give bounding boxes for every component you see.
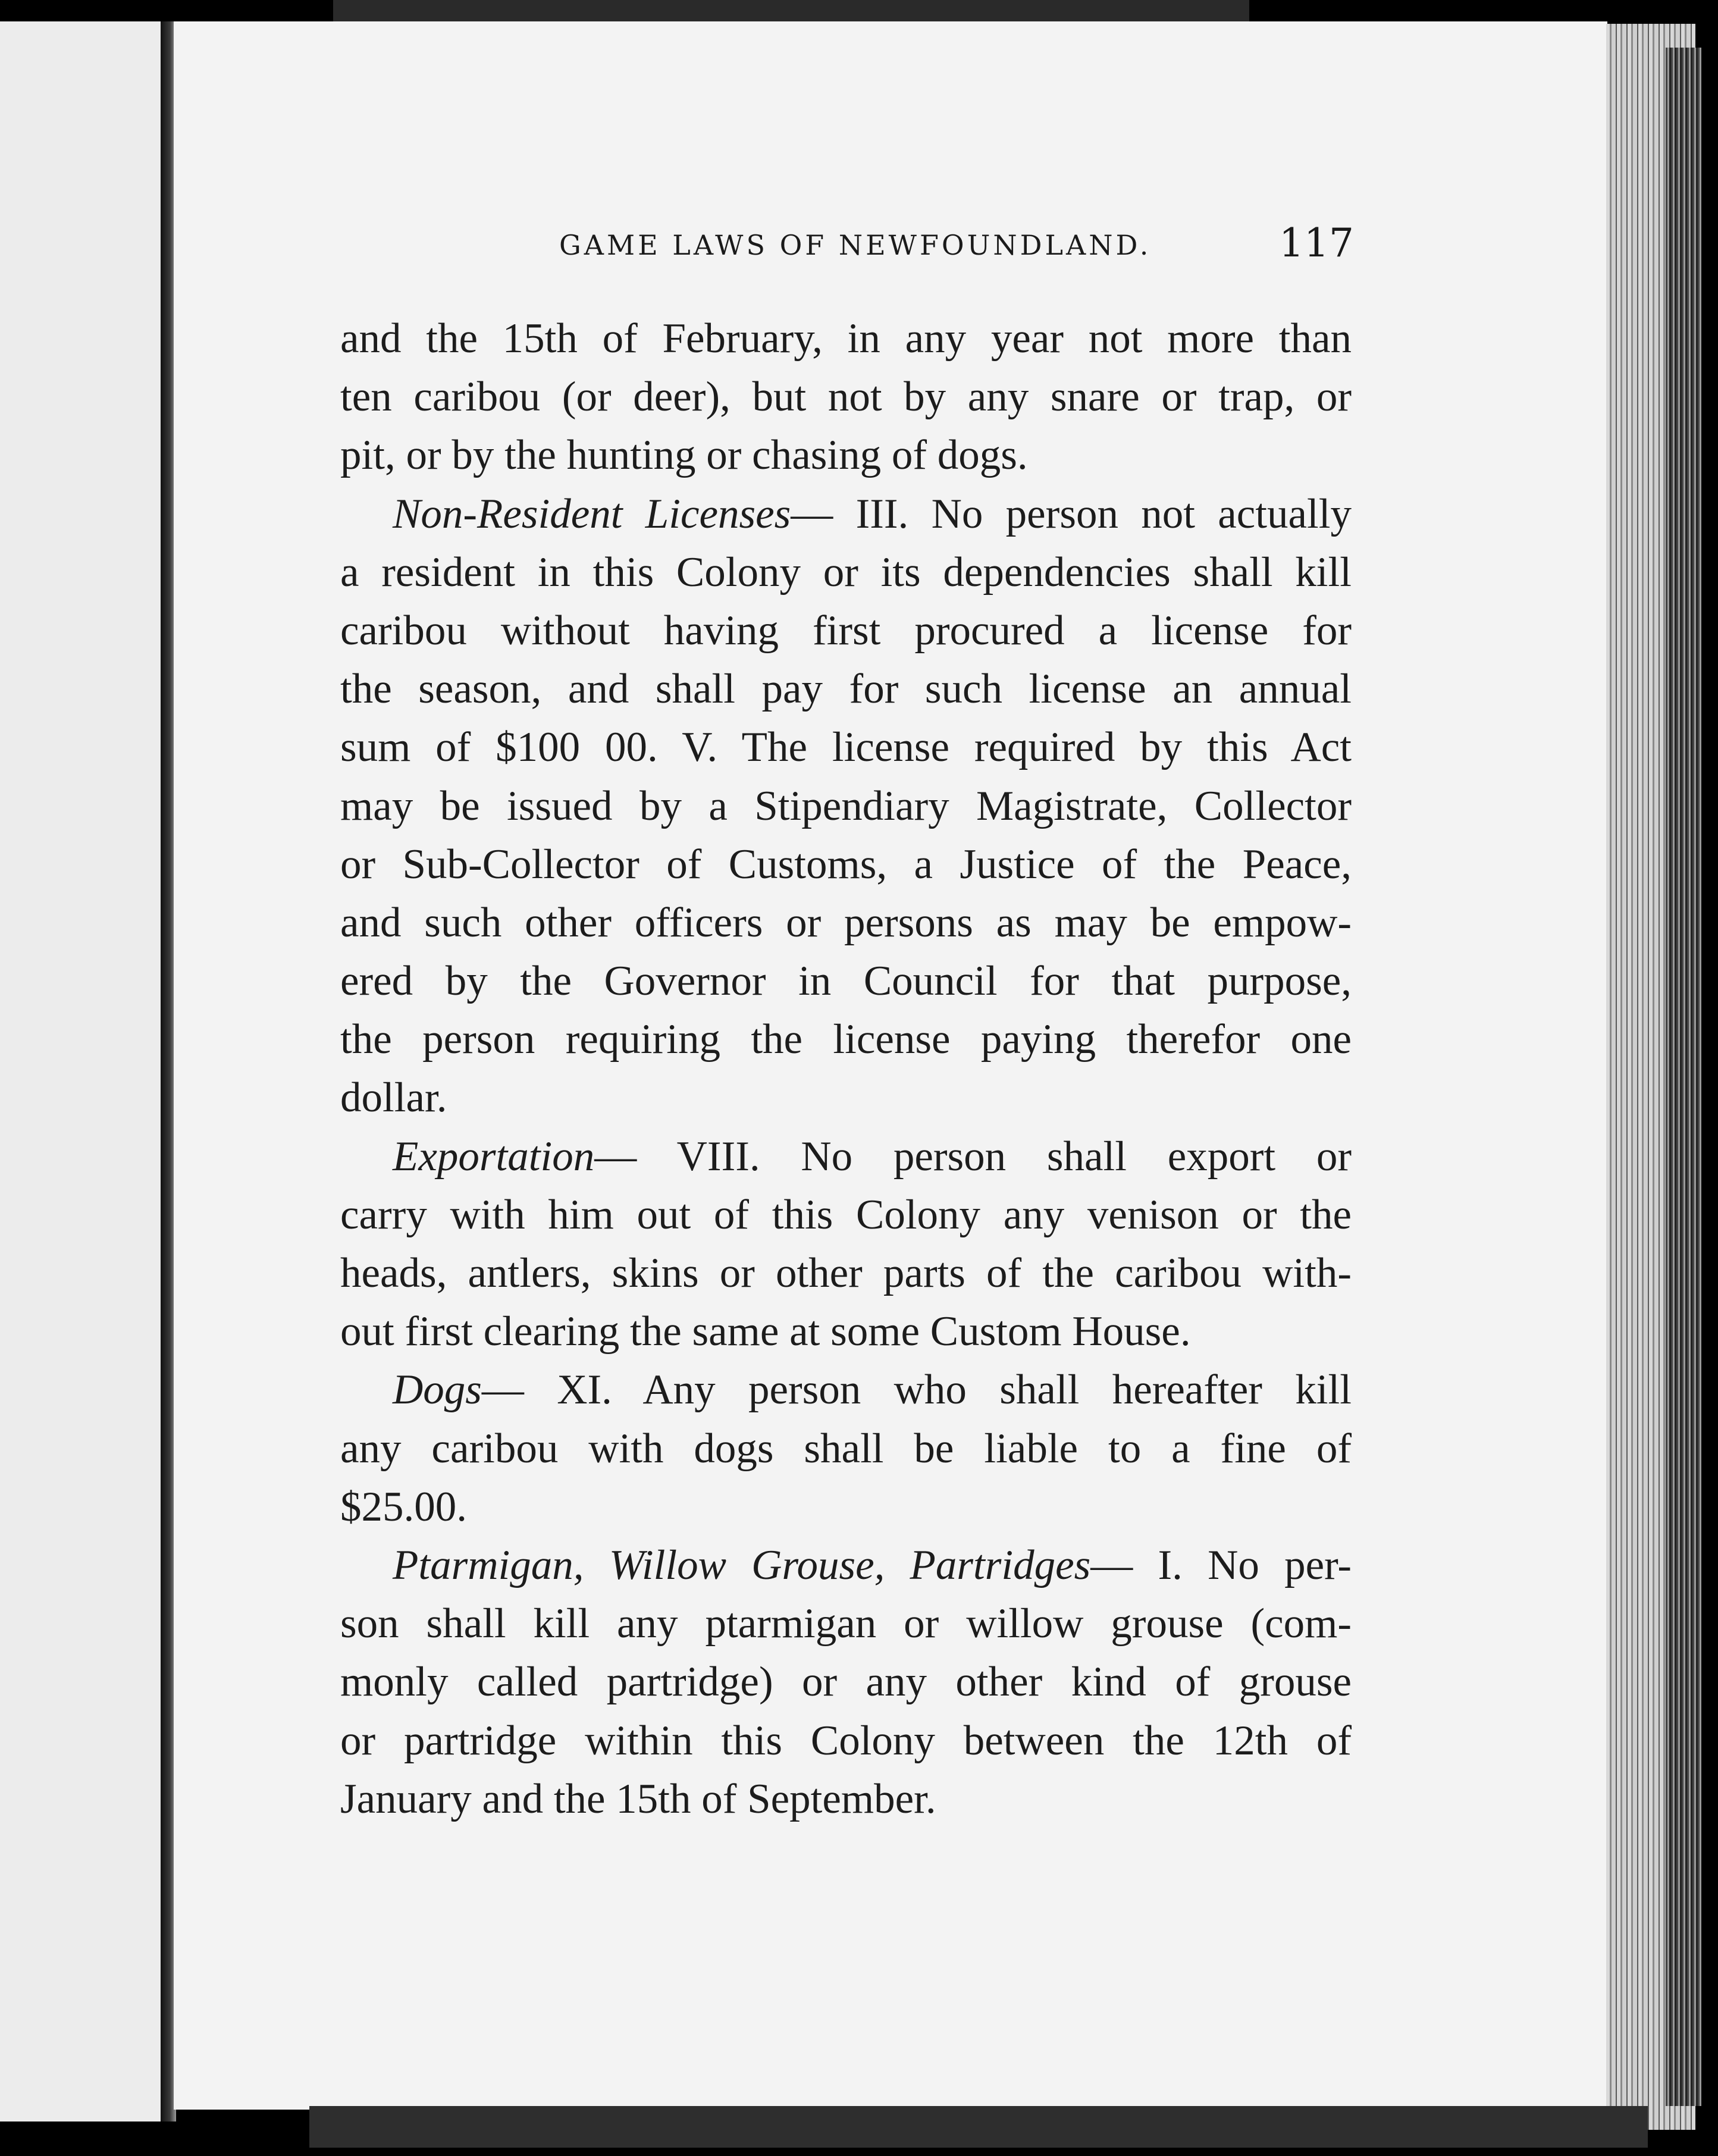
- scan-top-edge: [333, 0, 1249, 23]
- text-line: ten caribou (or deer), but not by any snare or trap, or: [340, 374, 1352, 421]
- text-line: ered by the Governor in Council for that purpose,: [340, 958, 1352, 1005]
- text-line: son shall kill any ptarmigan or willow grouse (com-: [340, 1600, 1352, 1647]
- text-line: heads, antlers, skins or other parts of the caribou with-: [340, 1250, 1352, 1296]
- text-line: monly called partridge) or any other kind of grouse: [340, 1659, 1352, 1706]
- text-line: dollar.: [340, 1074, 447, 1121]
- text-line: the person requiring the license paying therefor one: [340, 1016, 1352, 1063]
- text-line: and such other officers or persons as may be empow-: [340, 899, 1352, 946]
- page-body: [340, 309, 1352, 1828]
- section-heading-ptarmigan: Ptarmigan, Willow Grouse, Partridges: [393, 1541, 1091, 1588]
- section-heading-non-resident-licenses: Non-Resident Licenses: [393, 490, 791, 537]
- text-line: $25.00.: [340, 1483, 467, 1530]
- page-fore-edge-shadow: [1666, 48, 1701, 2106]
- text-line: or Sub-Collector of Customs, a Justice of the Peace,: [340, 841, 1352, 888]
- text-line: sum of $100 00. V. The license required by this Act: [340, 724, 1352, 771]
- section-heading-dogs: Dogs: [393, 1367, 482, 1414]
- page-number: 117: [1279, 220, 1354, 266]
- text-line: caribou without having first procured a license for: [340, 607, 1352, 654]
- scan-bottom-edge: [309, 2106, 1648, 2148]
- text-line: a resident in this Colony or its dependencies shall kill: [340, 549, 1352, 596]
- section-first-line-text: — VIII. No person shall export or: [594, 1133, 1352, 1180]
- text-line: the season, and shall pay for such license an annual: [340, 666, 1352, 713]
- text-line: pit, or by the hunting or chasing of dogs.: [340, 432, 1028, 479]
- facing-page: [0, 21, 161, 2121]
- text-line: January and the 15th of September.: [340, 1775, 936, 1822]
- section-first-line: [340, 1361, 1352, 1419]
- text-line: may be issued by a Stipendiary Magistrate, Collector: [340, 782, 1352, 829]
- text-line: out first clearing the same at some Custom House.: [340, 1308, 1191, 1355]
- text-line: and the 15th of February, in any year not more than: [340, 315, 1352, 362]
- text-line: or partridge within this Colony between the 12th of: [340, 1717, 1352, 1764]
- running-head: GAME LAWS OF NEWFOUNDLAND.: [559, 229, 1152, 261]
- section-first-line: [340, 485, 1352, 543]
- text-line: any caribou with dogs shall be liable to a fine of: [340, 1425, 1352, 1472]
- section-heading-exportation: Exportation: [393, 1133, 595, 1180]
- section-first-line: [340, 1536, 1352, 1594]
- text-line: carry with him out of this Colony any venison or the: [340, 1191, 1352, 1238]
- section-first-line-text: — III. No person not actually: [791, 490, 1352, 537]
- section-first-line-text: — I. No per-: [1090, 1541, 1352, 1588]
- section-first-line-text: — XI. Any person who shall hereafter kill: [481, 1367, 1352, 1414]
- section-first-line: [340, 1127, 1352, 1186]
